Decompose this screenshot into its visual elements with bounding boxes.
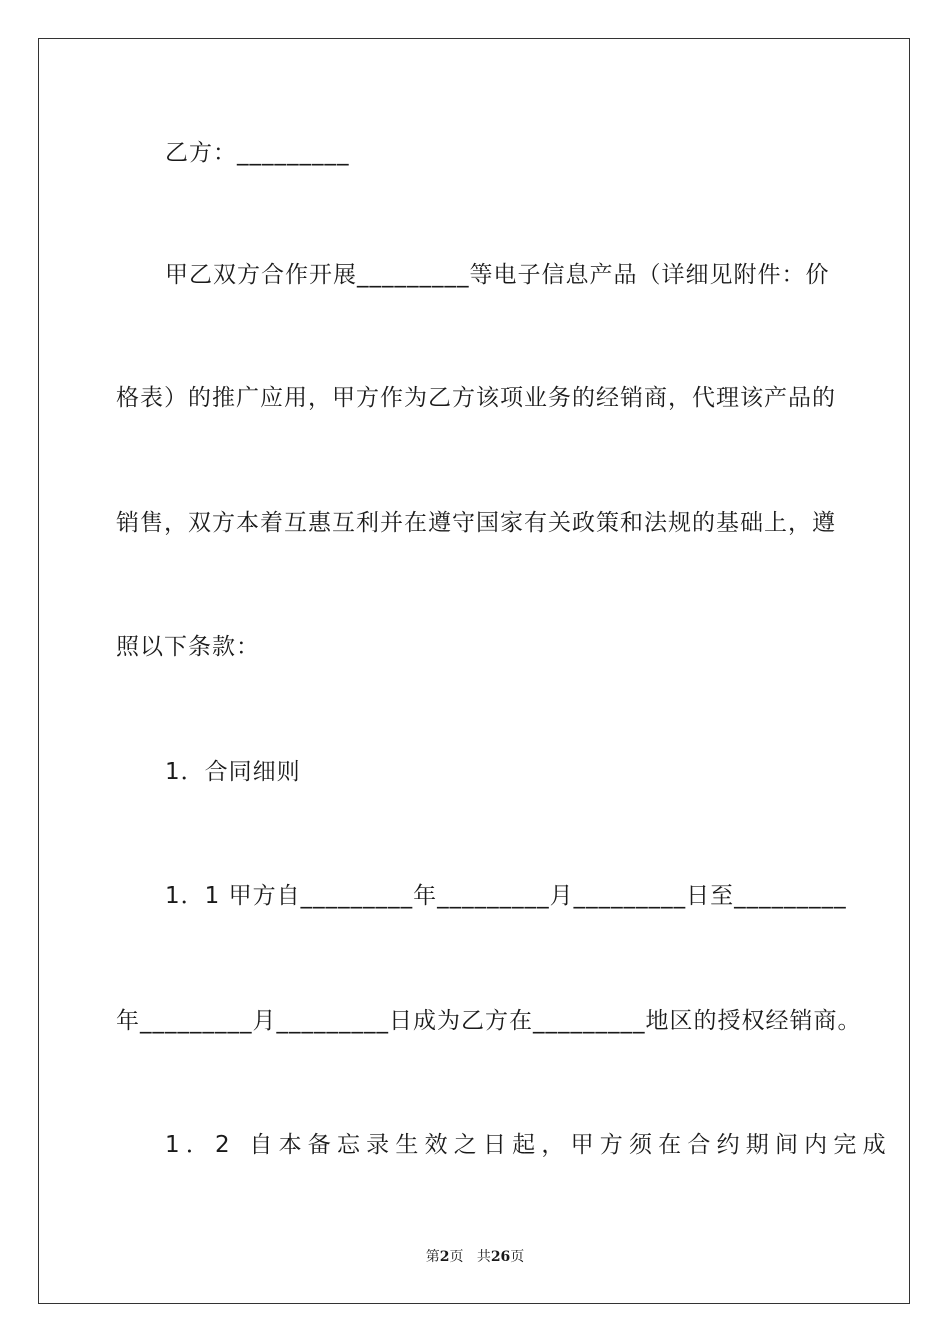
clause-1-1-line-2: 年_________月_________日成为乙方在_________地区的授权经销商。 (116, 1008, 862, 1034)
total-prefix: 共 (476, 1249, 491, 1265)
paragraph-line-1: 甲乙双方合作开展_________等电子信息产品（详细见附件：价 (165, 262, 830, 288)
page-suffix: 页 (449, 1249, 464, 1265)
clause-1-2-line-1: 1．2 自本备忘录生效之日起，甲方须在合约期间内完成 (165, 1132, 892, 1158)
page-number: 2 (439, 1249, 450, 1265)
section-heading-contract-details: 1．合同细则 (165, 759, 301, 785)
clause-1-1-line-1: 1．1 甲方自_________年_________月_________日至_________ (165, 883, 847, 909)
party-b-line: 乙方：_________ (165, 140, 350, 166)
page-prefix: 第 (425, 1249, 440, 1265)
paragraph-line-3: 销售，双方本着互惠互利并在遵守国家有关政策和法规的基础上，遵 (116, 510, 836, 536)
page-frame (38, 38, 910, 1304)
total-suffix: 页 (510, 1249, 525, 1265)
paragraph-line-2: 格表）的推广应用，甲方作为乙方该项业务的经销商，代理该产品的 (116, 385, 836, 411)
page-footer (0, 1248, 950, 1266)
paragraph-line-4: 照以下条款： (116, 634, 260, 660)
total-pages: 26 (490, 1249, 511, 1265)
